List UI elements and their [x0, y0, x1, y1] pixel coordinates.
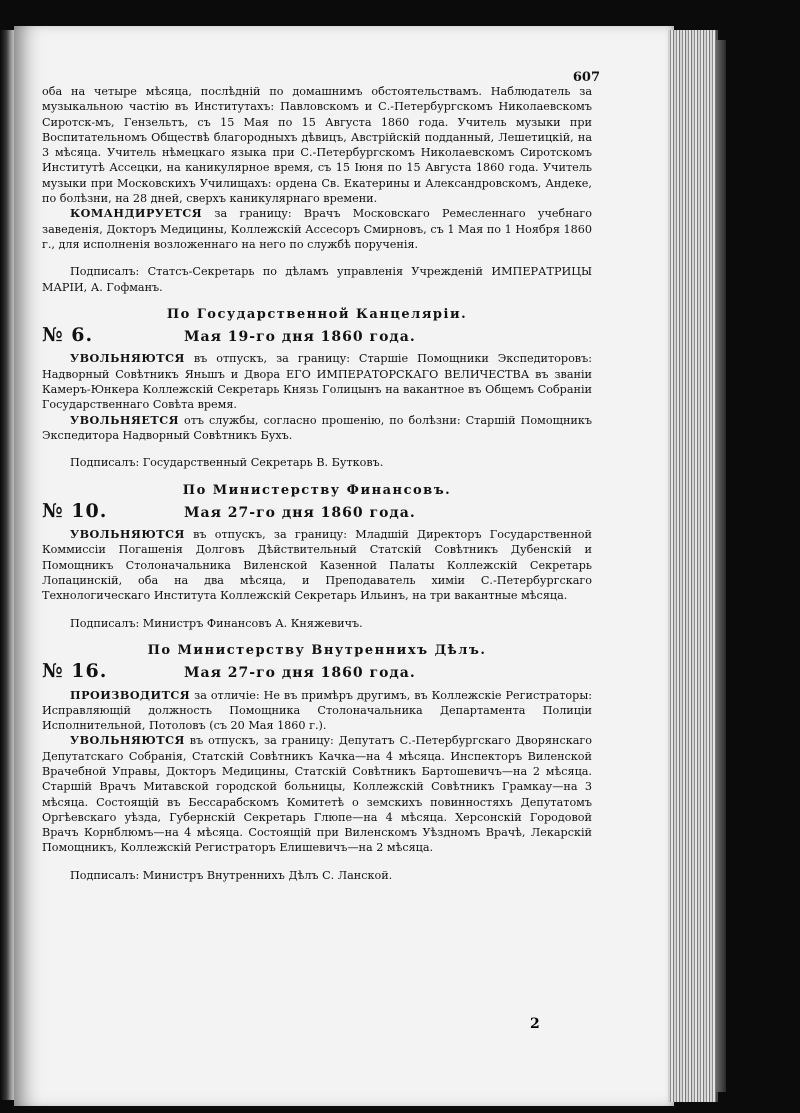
section-3-text-1: за отличiе: Не въ примѣръ другимъ, въ Коллежскiе Регистраторы: Исправляющiй должность Помощника Столоначальника Департамента Полицiи Исполнительной, Потоловъ (съ 20 Мая 1860 г.).	[42, 688, 592, 733]
section-3-text-2: въ отпускъ, за границу: Депутатъ С.-Петербургскаго Дворянскаго Депутатскаго Собранiя, Статскiй Совѣтникъ Качка—на 4 мѣсяца. Инспекторъ Виленской Врачебной Управы, Докторъ Медицины, Статскiй Совѣтникъ Бартошевичъ—на 2 мѣсяца. Старшiй Врачъ Митавской городской больницы, Коллежскiй Совѣтникъ Грамкау—на 3 мѣсяца. Состоящiй въ Бессарабскомъ Комитетѣ о земскихъ повинностяхъ Депутатомъ Оргѣевскаго уѣзда, Губернскiй Секретарь Глюпе—на 4 мѣсяца. Херсонскiй Городовой Врачъ Корнблюмъ—на 4 мѣсяца. Состоящiй при Виленскомъ Уѣздномъ Врачѣ, Лекарскiй Помощникъ, Коллежскiй Регистраторъ Елишевичъ—на 2 мѣсяца.	[42, 734, 592, 855]
section-1-lead-2: УВОЛЬНЯЕТСЯ	[70, 412, 179, 427]
page-edges	[668, 30, 718, 1102]
decree-number-3: № 16.	[42, 660, 108, 683]
decree-heading-2	[42, 499, 592, 522]
decree-number-2: № 10.	[42, 499, 108, 522]
top-paragraph: оба на четыре мѣсяца, послѣднiй по домашнимъ обстоятельствамъ. Наблюдатель за музыкальною частiю въ Институтахъ: Павловскомъ и С.-Петербургскомъ Николаевскомъ Сиротск-мъ, Гензельтъ, съ 15 Мая по 15 Августа 1860 года. Учитель музыки при Воспитательномъ Обществѣ благородныхъ дѣвицъ, Австрiйскiй подданный, Лешетицкiй, на 3 мѣсяца. Учитель нѣмецкаго языка при С.-Петербургскомъ Николаевскомъ Сиротскомъ Институтѣ Ассецки, на каникулярное время, съ 15 Iюня по 15 Августа 1860 года. Учитель музыки при Московскихъ Училищахъ: ордена Св. Екатерины и Александровскомъ, Андеке, по болѣзни, на 28 дней, сверхъ каникулярнаго времени.	[42, 85, 592, 206]
page-text-column	[42, 70, 600, 883]
decree-date-1: Мая 19-го дня 1860 года.	[184, 329, 416, 346]
section-3-lead-2: УВОЛЬНЯЮТСЯ	[70, 733, 185, 748]
signature-3: Подписалъ: Министръ Финансовъ А. Княжевичъ.	[70, 616, 363, 630]
decree-heading-1	[42, 324, 592, 347]
decree-heading-3	[42, 660, 592, 683]
section-2-text-1: въ отпускъ, за границу: Младшiй Директоръ Государственной Коммиссiи Погашенiя Долговъ Дѣйствительный Статскiй Совѣтникъ Дубенскiй и Помощникъ Столоначальника Виленской Казенной Палаты Коллежскiй Секретарь Лопацинскiй, оба на два мѣсяца, и Преподаватель химiи С.-Петербургскаго Технологическаго Института Коллежскiй Секретарь Ильинъ, на три вакантные мѣсяца.	[42, 528, 592, 603]
section-1-text-1: въ отпускъ, за границу: Старшiе Помощники Экспедиторовъ: Надворный Совѣтникъ Яньшъ и Двора ЕГО ИМПЕРАТОРСКАГО ВЕЛИЧЕСТВА въ званiи Камеръ-Юнкера Коллежскiй Секретарь Князь Голицынъ на вакантное въ Общемъ Собранiи Государственнаго Совѣта время.	[42, 352, 592, 412]
page-number: 607	[572, 70, 600, 85]
decree-date-2: Мая 27-го дня 1860 года.	[184, 504, 416, 521]
decree-number-1: № 6.	[42, 324, 94, 347]
section-2-paragraph-1	[42, 527, 592, 603]
section-3-paragraph-2	[42, 733, 592, 855]
section-title-chancellery: По Государственной Канцелярiи.	[166, 306, 468, 322]
komandiruetsya-lead: КОМАНДИРУЕТСЯ	[70, 206, 203, 221]
signature-4: Подписалъ: Министръ Внутреннихъ Дѣлъ С. Ланской.	[70, 868, 393, 882]
signature-mark: 2	[530, 1016, 540, 1032]
section-title-interior: По Министерству Внутреннихъ Дѣлъ.	[147, 642, 487, 658]
book-cover-edge	[716, 40, 726, 1092]
section-title-finance: По Министерству Финансовъ.	[182, 482, 452, 498]
signature-2: Подписалъ: Государственный Секретарь В. Бутковъ.	[70, 456, 384, 470]
decree-date-3: Мая 27-го дня 1860 года.	[184, 665, 416, 682]
komandiruetsya-paragraph	[42, 206, 592, 252]
signature-1: Подписалъ: Статсъ-Секретарь по дѣламъ управленiя Учрежденiй ИМПЕРАТРИЦЫ МАРIИ, А. Гофманъ.	[42, 265, 592, 294]
section-1-paragraph-1	[42, 351, 592, 412]
section-2-lead-1: УВОЛЬНЯЮТСЯ	[70, 527, 185, 542]
section-1-text-2: отъ службы, согласно прошенiю, по болѣзни: Старшiй Помощникъ Экспедитора Надворный Совѣтникъ Бухъ.	[42, 413, 592, 442]
komandiruetsya-text: за границу: Врачъ Московскаго Ремесленнаго учебнаго заведенiя, Докторъ Медицины, Коллежскiй Ассесоръ Смирновъ, съ 1 Мая по 1 Ноября 1860 г., для исполненiя возложеннаго на него по службѣ порученiя.	[42, 207, 592, 251]
section-3-lead-1: ПРОИЗВОДИТСЯ	[70, 687, 191, 702]
section-1-lead-1: УВОЛЬНЯЮТСЯ	[70, 351, 185, 366]
section-3-paragraph-1	[42, 688, 592, 734]
section-1-paragraph-2	[42, 413, 592, 444]
